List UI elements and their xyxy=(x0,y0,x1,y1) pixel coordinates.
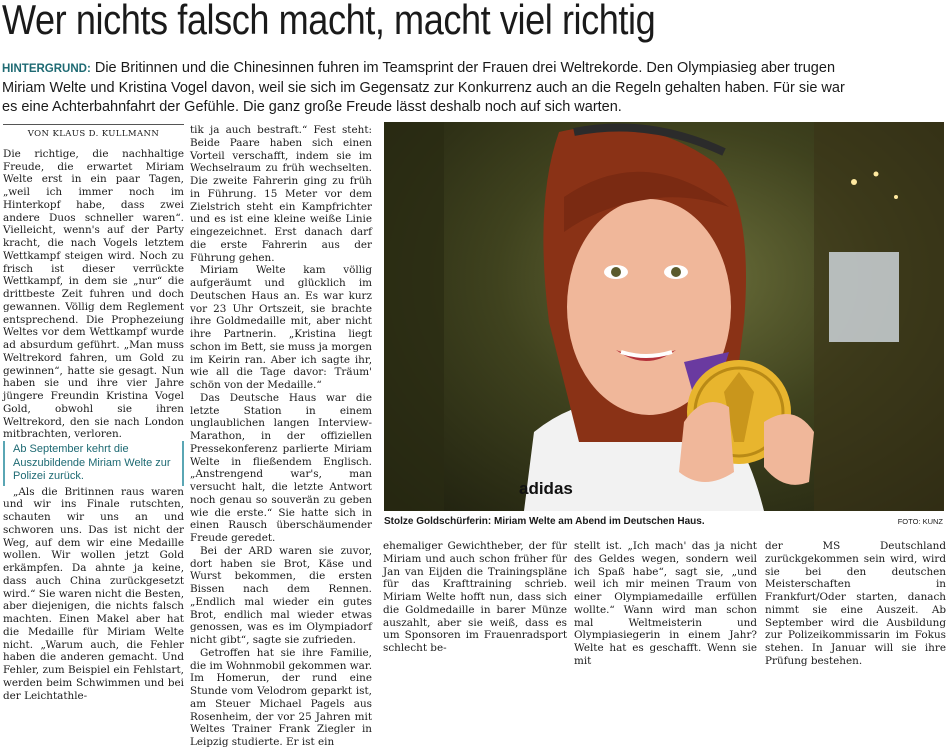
article-column-5 xyxy=(765,540,946,668)
shirt-brand-text: adidas xyxy=(519,479,573,498)
photo-caption: Stolze Goldschürferin: Miriam Welte am Abend im Deutschen Haus. xyxy=(384,516,705,527)
paragraph: der MS Deutschland zurückgekommen sein wird, wird sie bei den deutschen Meisterschaften in Frankfurt/Oder starten, danach nimmt sie eine Auszeit. Ab September wird die Ausbildung zur Polizeikommissarin im Fokus stehen. In Januar will sie ihre Prüfung bestehen. xyxy=(765,540,946,667)
paragraph: stellt ist. „Ich mach' das ja nicht des Geldes wegen, sondern weil ich Spaß habe“, sagt sie, „und weil ich mir meinen Traum von einer Olympiamedaille erfüllen wollte.“ Wann wird man schon mal Weltmeisterin und Olympiasiegerin in einem Jahr? Welte hat es geschafft. Wenn sie mit xyxy=(574,540,757,667)
photo-credit: FOTO: KUNZ xyxy=(897,517,943,526)
article-column-2 xyxy=(190,124,372,749)
paragraph: Miriam Welte kam völlig aufgeräumt und glücklich im Deutschen Haus an. Es war kurz vor 23 Uhr Ortszeit, sie brachte ihre Goldmedaille mit, aber nicht ihre Partnerin. „Kristina liegt schon im Bett, sie muss ja morgen im Keirin ran. Aber ich sagte ihr, wie all die Tage davor: Träum' schön von der Medaille.“ xyxy=(190,264,372,391)
paragraph: Die richtige, die nachhaltige Freude, die erwartet Miriam Welte erst in ein paar Tagen, „weil ich immer noch im Hinterkopf habe, dass zwei andere Duos schneller waren“. Vielleicht, wenn's auf der Party kracht, die nach Vogels letztem Wettkampf steigen wird. Noch zu frisch ist dieser verrückte Wettkampf, in dem sie „nur“ die drittbeste Zeit fuhren und doch gewannen. Völlig dem Reglement entsprechend. Die Prophezeiung Weltes vor dem Wettkampf wurde ad absurdum geführt. „Man muss Weltrekord fahren, um Gold zu gewinnen“, hatte sie gesagt. Nun haben sie und ihre vier Jahre jüngere Freundin Kristina Vogel Gold, obwohl sie ihren Weltrekord, den sie nach London mitbrachten, verloren. xyxy=(3,147,184,441)
byline: VON KLAUS D. KULLMANN xyxy=(3,124,184,141)
article-column-1 xyxy=(3,124,184,702)
teaser-kicker: HINTERGRUND: xyxy=(2,63,91,75)
paragraph: Bei der ARD waren sie zuvor, dort haben sie Brot, Käse und Wurst bekommen, die ersten Bissen nach dem Rennen. „Endlich mal wieder ein gutes Brot, endlich mal wieder etwas genossen, was es im Olympiadorf nicht gibt“, sagte sie zufrieden. xyxy=(190,544,372,646)
headline: Wer nichts falsch macht, macht viel richtig xyxy=(2,0,656,43)
paragraph: „Als die Britinnen raus waren und wir ins Finale rutschten, schauten wir uns an und schworen uns. Das ist nicht der Weg, auf dem wir eine Medaille wollen. Wir wollen jetzt Gold erkämpfen. Da ahnte ja keine, dass auch China zurückgesetzt wird.“ Sie waren nicht die Besten, aber diejenigen, die nichts falsch machten. Einen Makel aber hat die Medaille für Miriam Welte nicht. „Warum auch, die Fehler haben die anderen gemacht. Und Fehler, zum Beispiel ein Fehlstart, werden beim Schwimmen und bei der Leichtathle- xyxy=(3,485,184,702)
photo-illustration xyxy=(384,122,944,511)
pull-quote: Ab September kehrt die Auszubildende Miriam Welte zur Polizei zurück. xyxy=(3,441,184,486)
paragraph: tik ja auch bestraft.“ Fest steht: Beide Paare haben sich einen Vorteil verschafft, indem sie im Wechselraum zu früh wechselten. Die zweite Fahrerin ging zu früh in Führung. 15 Meter vor dem Zielstrich steht ein Kampfrichter und es ist eine kleine weiße Linie eingezeichnet. Erst danach darf die erste Fahrerin aus der Führung gehen. xyxy=(190,124,372,264)
paragraph: Das Deutsche Haus war die letzte Station in einem unglaublichen langen Interview-Marathon, in der offiziellen Pressekonferenz parlierte Miriam Welte in fließendem Englisch. „Anstrengend war's, man versucht halt, die letzte Antwort noch genau so souverän zu geben wie die erste.“ Sie hatte sich in einen Rausch überschäumender Freude geredet. xyxy=(190,391,372,544)
teaser-text: Die Britinnen und die Chinesinnen fuhren im Teamsprint der Frauen drei Weltrekorde. Den Olympiasieg aber trugen Miriam Welte und Kristina Vogel davon, weil sie sich im Gegensatz zur Konkurrenz auch an die Regeln gehalten haben. Für sie war es eine Achterbahnfahrt der Gefühle. Die ganz große Freude lässt deshalb noch auf sich warten. xyxy=(2,60,845,115)
photo-medalist xyxy=(384,122,944,511)
paragraph: Getroffen hat sie ihre Familie, die im Wohnmobil gekommen war. Im Homerun, der rund eine Stunde vom Velodrom geparkt ist, am Steuer Michael Pagels aus Rosenheim, der vor 25 Jahren mit Weltes Trainer Frank Ziegler in Leipzig studierte. Er ist ein xyxy=(190,646,372,748)
article-column-4 xyxy=(574,540,757,668)
teaser xyxy=(2,59,862,117)
paragraph: ehemaliger Gewichtheber, der für Miriam und auch schon früher für Jan van Eijden die Trainingspläne für das Krafttraining schrieb. Miriam Welte hofft nun, dass sich die Goldmedaille in barer Münze auszahlt, aber sie weiß, dass es um Sponsoren im Frauenradsport schlecht be- xyxy=(383,540,567,654)
